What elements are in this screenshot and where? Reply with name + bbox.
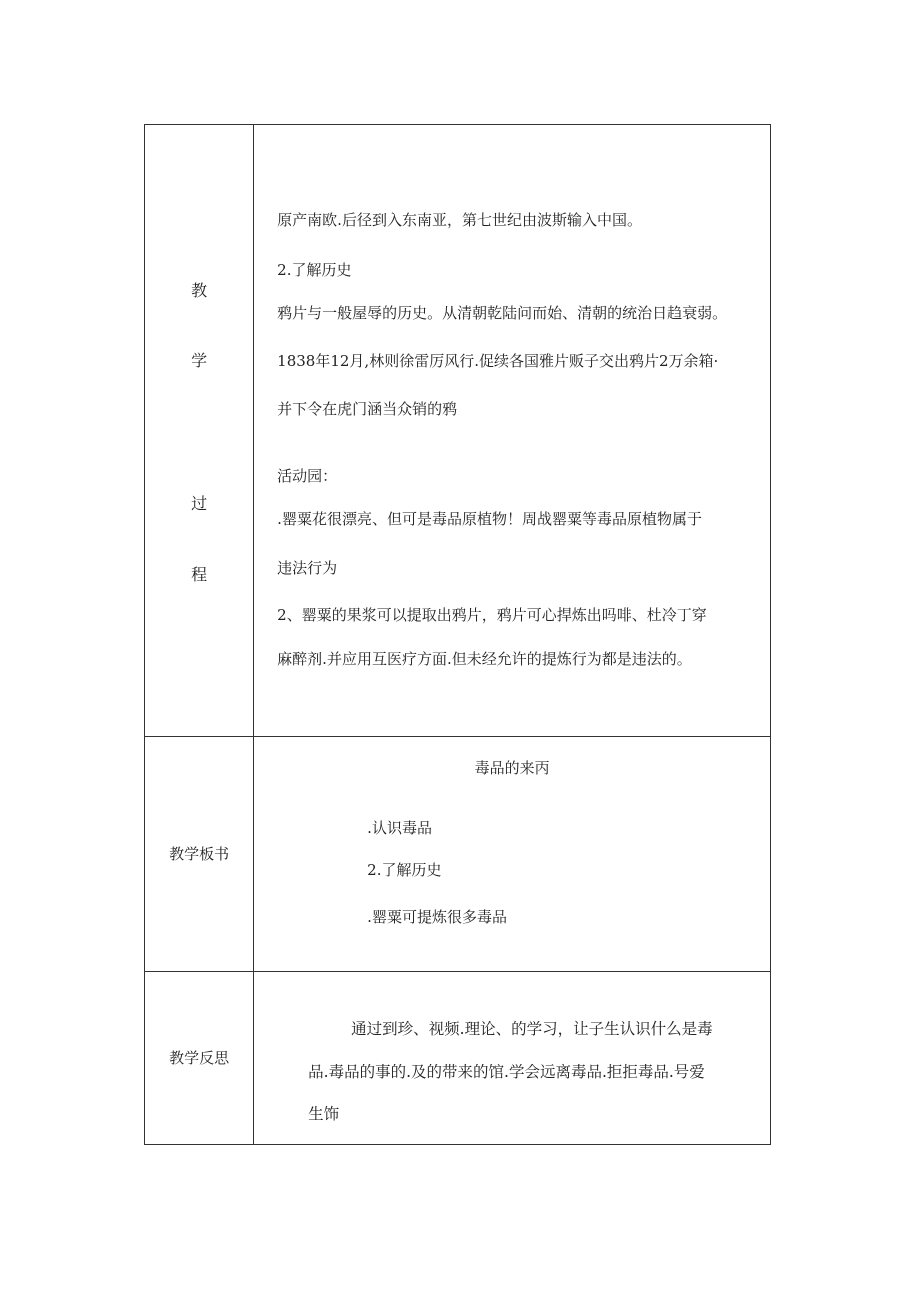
process-text-line: 原产南欧.后径到入东南亚，第七世纪由波斯输入中国。 [277, 211, 642, 229]
process-label-char: 程 [191, 565, 208, 584]
teaching-reflection-label-cell [145, 972, 254, 1145]
board-item: .罂粟可提炼很多毒品 [367, 908, 507, 926]
teaching-board-content [254, 737, 771, 972]
teaching-process-label [145, 125, 254, 737]
reflection-text-line: 通过到珍、视频.理论、的学习，让子生认识什么是毒 [351, 1020, 713, 1038]
teaching-board-label-cell [145, 737, 254, 972]
reflection-text-line: 生饰 [308, 1105, 340, 1123]
board-item: 2.了解历史 [367, 861, 442, 879]
process-text-line: 2、罂粟的果浆可以提取出鸦片，鸦片可心捍炼出吗啡、杜冷丁穿 [277, 606, 707, 624]
teaching-process-content [254, 125, 771, 737]
process-section-heading: 2.了解历史 [277, 261, 352, 279]
teaching-reflection-row [145, 972, 771, 1145]
process-text-line: 1838年12月,林则徐雷厉风行.促续各国雅片贩子交出鸦片2万余箱· [277, 352, 719, 370]
board-item: .认识毒品 [367, 819, 432, 837]
process-section-heading: 活动园： [277, 467, 338, 485]
lesson-plan-table [144, 124, 771, 1145]
process-text-line: .罂粟花很漂亮、但可是毒品原植物！周战罂粟等毒品原植物属于 [277, 510, 702, 528]
process-label-char: 教 [191, 281, 208, 300]
board-title: 毒品的来丙 [474, 759, 550, 777]
process-text-line: 违法行为 [277, 559, 338, 577]
process-text-line: 并下令在虎门涵当众销的鸦 [277, 400, 458, 418]
process-text-line: 麻醉剂.并应用互医疗方面.但未经允许的提炼行为都是违法的。 [277, 650, 692, 668]
process-text-line: 鸦片与一般屋辱的历史。从清朝乾陆问而始、清朝的统治日趋衰弱。 [277, 304, 728, 322]
process-label-char: 学 [191, 351, 208, 370]
teaching-board-label: 教学板书 [169, 845, 230, 863]
reflection-text-line: 品.毒品的事的.及的带来的馆.学会远离毒品.拒拒毒品.号爱 [308, 1063, 705, 1081]
teaching-reflection-content [254, 972, 771, 1145]
teaching-process-row [145, 125, 771, 737]
teaching-board-row [145, 737, 771, 972]
process-label-char: 过 [191, 494, 208, 513]
teaching-reflection-label: 教学反思 [169, 1049, 230, 1067]
